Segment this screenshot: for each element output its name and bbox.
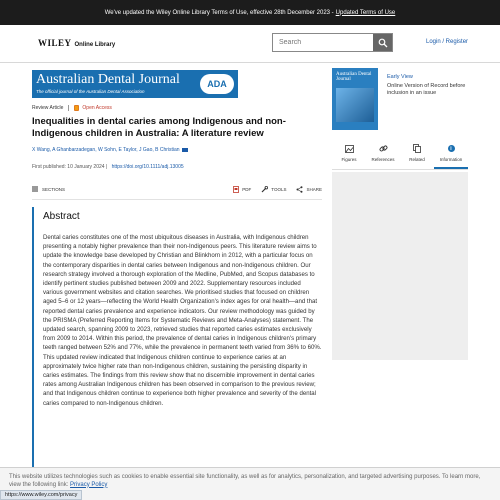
cookie-text-block (9, 474, 494, 489)
sections-button[interactable] (32, 186, 65, 192)
search-box (272, 33, 393, 52)
journal-name: Australian Dental Journal (36, 72, 180, 87)
author-names[interactable]: X Wang, A Ghanbarzadegan, W Sohn, E Taylor, J Gao, B Christian (32, 147, 180, 153)
terms-banner (0, 0, 500, 25)
info-icon: i (448, 145, 455, 152)
abstract-heading: Abstract (43, 211, 80, 222)
meta-separator (68, 105, 69, 111)
published-info (32, 164, 184, 170)
tab-information[interactable] (434, 140, 468, 169)
toolbar-actions (223, 186, 322, 193)
tab-related[interactable] (400, 140, 434, 169)
article-toolbar (32, 186, 322, 196)
information-panel (332, 172, 468, 360)
tools-label: TOOLS (271, 187, 287, 192)
journal-subtitle: The official journal of the Australian Dental Association (36, 89, 145, 94)
doi-link[interactable]: https://doi.org/10.1111/adj.13005 (111, 164, 184, 170)
wiley-logo[interactable] (38, 38, 115, 48)
article-meta-row (32, 105, 112, 111)
site-header (0, 25, 500, 62)
terms-banner-text: We've updated the Wiley Online Library Terms of Use, effective 28th December 2023 - (104, 9, 334, 16)
terms-link[interactable]: Updated Terms of Use (335, 9, 396, 16)
pdf-button[interactable] (233, 186, 251, 193)
cookie-text: This website utilizes technologies such as cookies to enable essential site functionality, as well as for analytics, personalization, and targeted advertising purposes. To learn more, view the following link: (9, 474, 481, 488)
tools-button[interactable] (261, 186, 286, 193)
share-icon (296, 186, 303, 193)
tab-references-label: References (371, 157, 395, 162)
list-icon (32, 186, 38, 192)
tab-figures[interactable] (332, 140, 366, 169)
header-divider (0, 62, 500, 63)
search-icon (378, 38, 388, 48)
related-icon (413, 144, 421, 153)
tab-information-label: Information (439, 157, 463, 162)
meta-separator: | (105, 164, 109, 170)
open-access-badge (74, 105, 111, 111)
rail-tabs (332, 140, 468, 170)
open-access-icon (74, 105, 79, 111)
figures-icon (345, 145, 354, 153)
login-register-link[interactable]: Login / Register (426, 39, 469, 45)
tab-references[interactable] (366, 140, 400, 169)
abstract-body: Dental caries constitutes one of the most ubiquitous diseases in Australia, with Indigenous children presenting a notably higher prevalence than their non-Indigenous peers. This literature review aims to update the knowledge base developed by Christian and Blinkhorn in 2012, with a particular focus on the contemporary disparities in dental caries between Indigenous and non-Indigenous children. Our research strategy involved a thorough exploration of the Medline, PubMed, and Scopus databases to identify pertinent studies published between 2009 and 2022. Supplementary resources included various government websites and citation searches. We prioritised studies that focused on children aged 5–6 or 12 years—reflecting the World Health Organization's index ages for oral health—and that reported dental caries prevalence and experience indicators. Our review methodology was guided by the PRISMA (Preferred Reporting Items for Systematic Reviews and Meta-Analyses) statement. The updated search, spanning 2009 to 2023, retrieved studies that reported caries estimates exclusively from 2009 to 2014. Within this period, the prevalence of dental caries in Indigenous children's primary teeth ranged between 52% and 77%, while the prevalence in permanent teeth varied from 36% to 60%. This updated review indicated that Indigenous children continue to experience caries at an approximately twice higher rate than non-Indigenous children, sustaining the persisting disparity in caries estimates. The findings from this review show that no discernible improvement in dental caries rates among Australian Indigenous children has been observed in comparison to the previous review; and that Indigenous children continue to experience both higher prevalence and severity of the dental caries compared to non-Indigenous children. (43, 234, 322, 407)
logo-wordmark: WILEY (38, 38, 72, 48)
author-list[interactable] (32, 147, 332, 153)
ada-logo: ADA (200, 74, 234, 94)
logo-subtitle: Online Library (74, 42, 116, 48)
published-date: First published: 10 January 2024 (32, 164, 105, 170)
link-icon (379, 144, 388, 153)
journal-banner[interactable] (32, 70, 238, 98)
abstract-section (32, 207, 322, 467)
early-view-description: Online Version of Record before inclusion in an issue (387, 83, 466, 96)
open-access-label: Open Access (82, 105, 112, 111)
wrench-icon (261, 186, 268, 193)
pdf-icon (233, 186, 239, 193)
privacy-policy-link[interactable]: Privacy Policy (70, 481, 108, 488)
sections-label: SECTIONS (42, 186, 66, 192)
pdf-label: PDF (242, 187, 252, 192)
email-icon[interactable] (182, 148, 188, 152)
tab-related-label: Related (409, 157, 425, 162)
tab-figures-label: Figures (341, 157, 357, 162)
early-view-link[interactable]: Early View (387, 74, 413, 80)
article-title: Inequalities in dental caries among Indigenous and non-Indigenous children in Australia: A literature review (32, 116, 286, 139)
status-bar-url: https://www.wiley.com/privacy (0, 490, 82, 500)
share-button[interactable] (296, 186, 322, 193)
journal-cover-thumbnail[interactable] (332, 68, 378, 130)
cover-title: Australian Dental Journal (336, 72, 372, 82)
toolbar-divider (32, 199, 322, 200)
share-label: SHARE (306, 187, 322, 192)
cover-image (336, 88, 374, 122)
article-type: Review Article (32, 105, 64, 111)
search-button[interactable] (373, 34, 392, 51)
search-input[interactable] (273, 34, 374, 51)
